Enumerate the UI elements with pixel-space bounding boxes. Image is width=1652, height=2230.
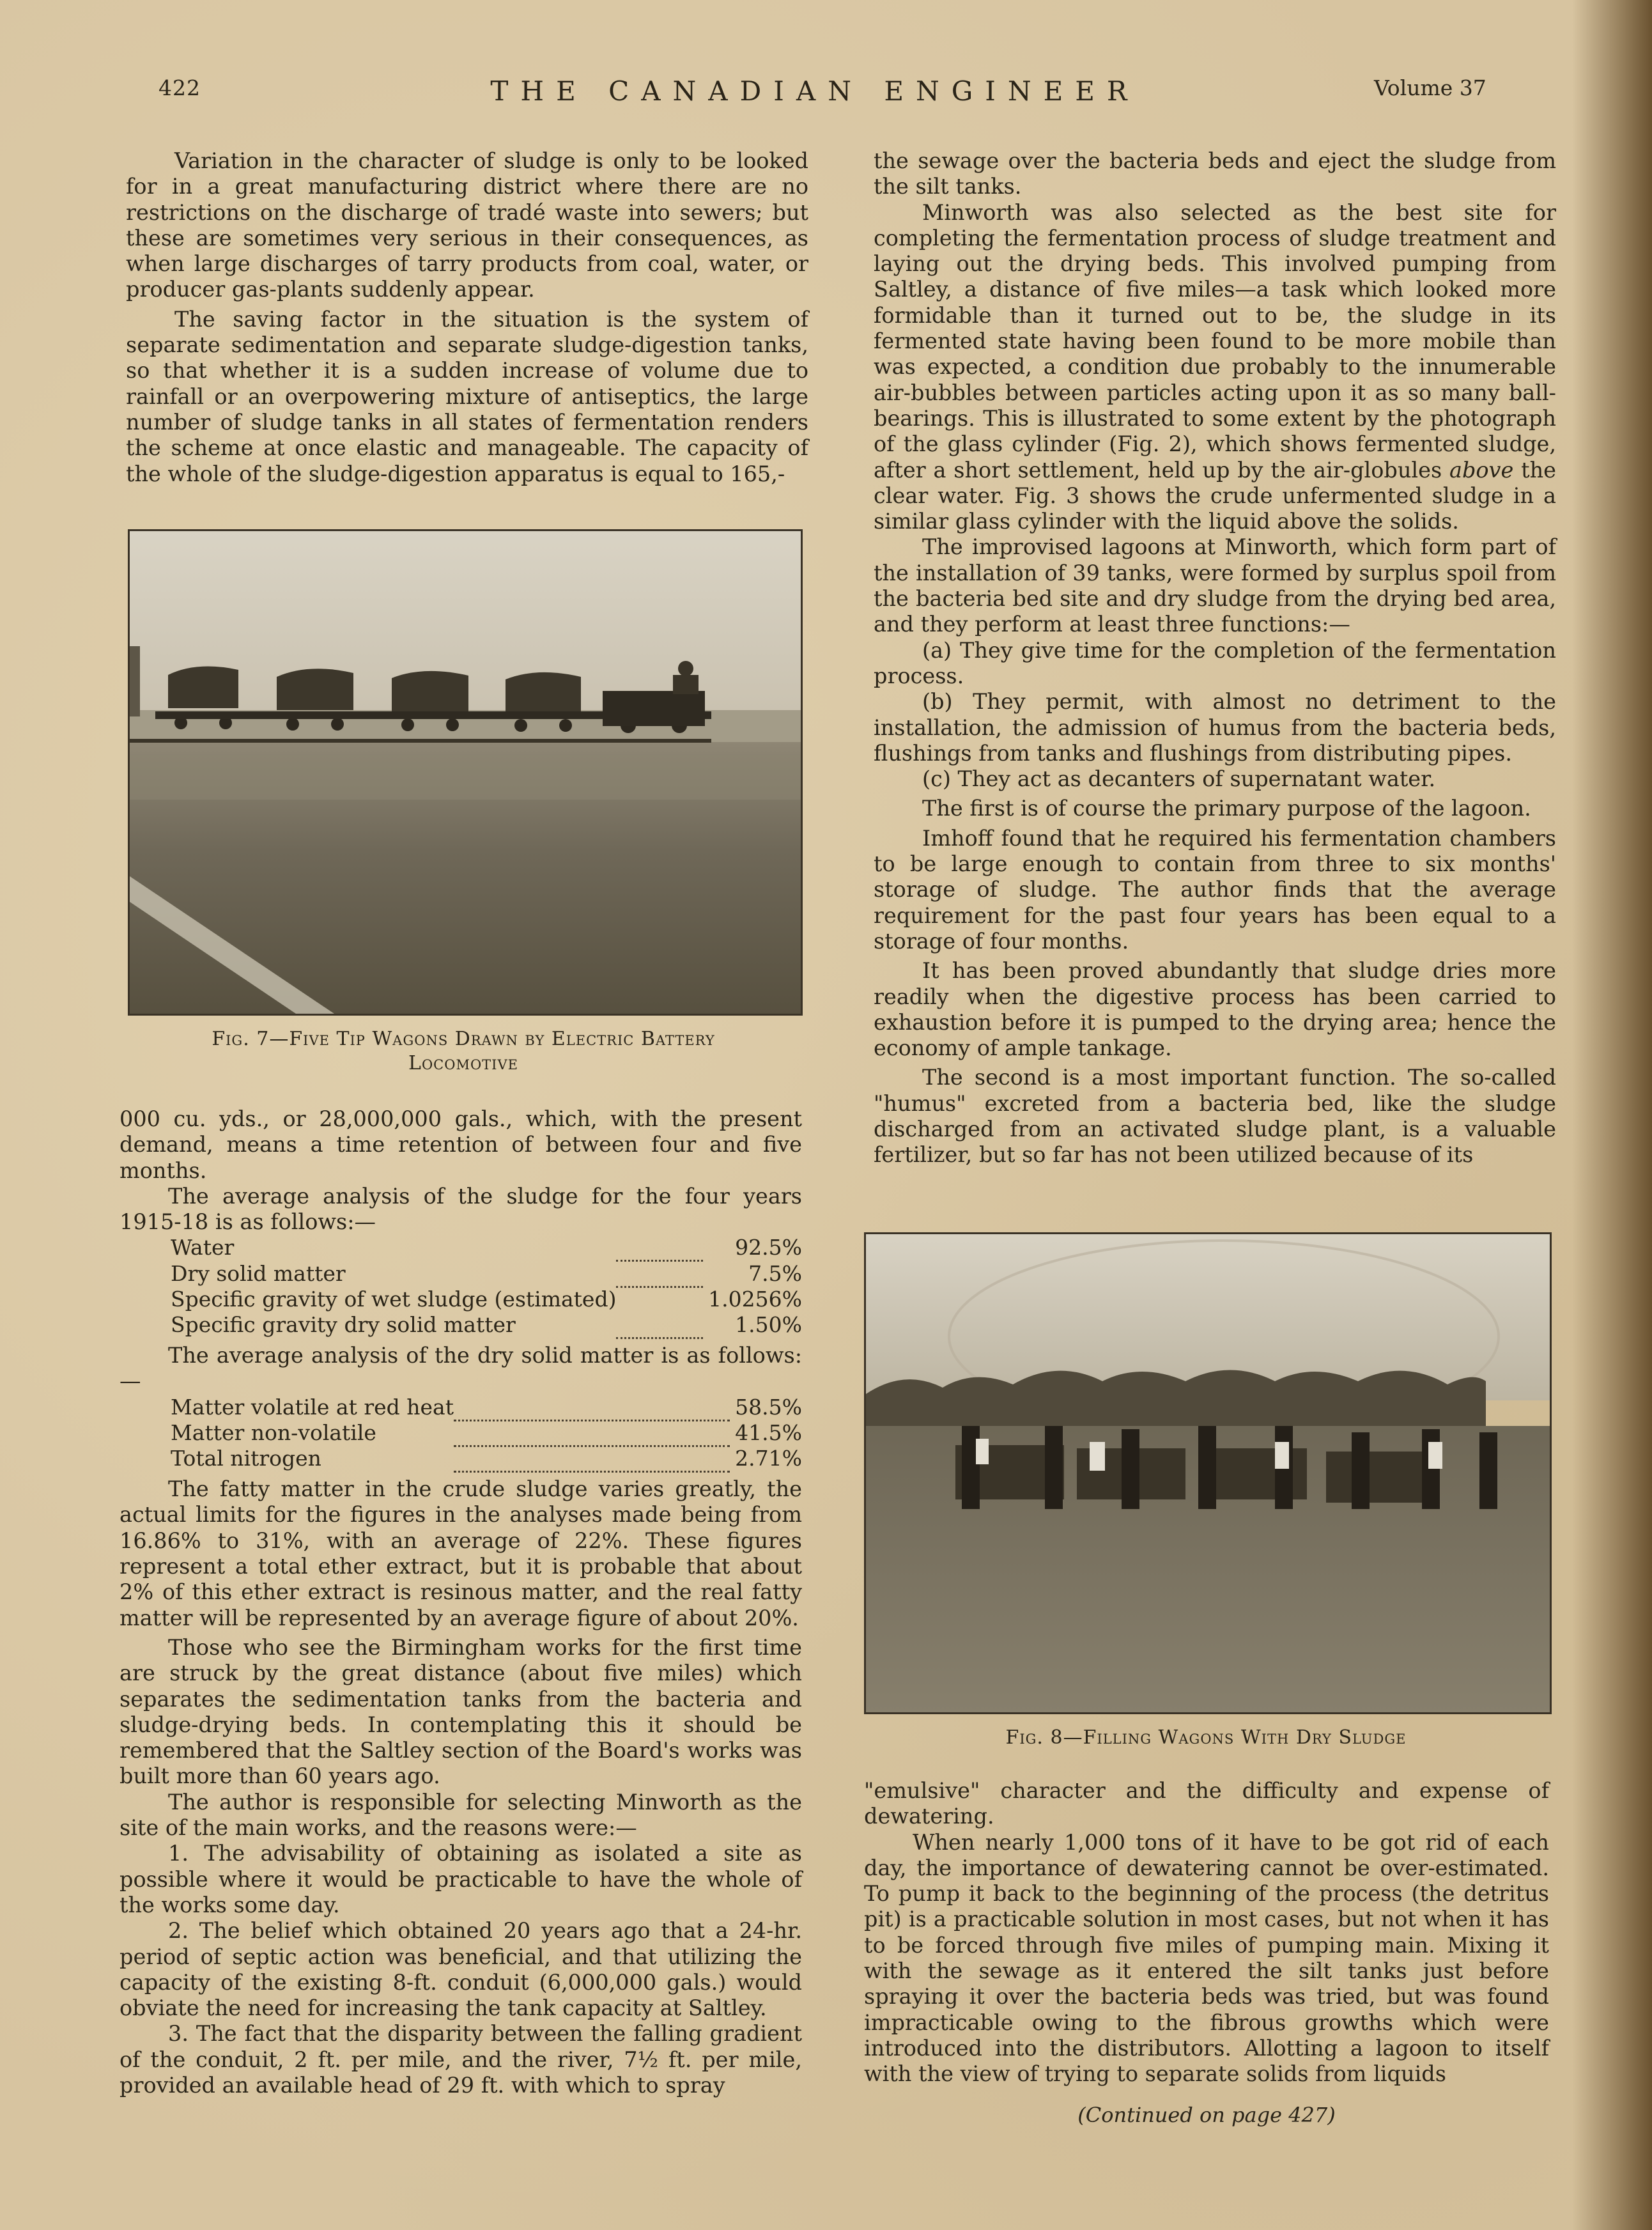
page-header [0,75,1652,114]
paragraph: 3. The fact that the disparity between the falling gradient of the conduit, 2 ft. per mile, and the river, 7½ ft. per mile, provided an available head of 29 ft. with which to spray [120,2021,802,2098]
paragraph: The saving factor in the situation is the system of separate sedimentation and separate sludge-digestion tanks, so that whether it is a sudden increase of volume due to rainfall or an overpowering mixture of antiseptics, the large number of sludge tanks in all states of fermentation renders the scheme at once elastic and manageable. The capacity of the whole of the sludge-digestion apparatus is equal to 165,- [126,306,808,486]
paragraph: 000 cu. yds., or 28,000,000 gals., which, with the present demand, means a time retention of between four and five months. [120,1106,802,1183]
analysis-label: Dry solid matter [171,1260,346,1286]
table-row [120,1446,802,1471]
figure-7-photo [128,529,803,1016]
book-spine-shadow [1572,0,1652,2230]
paragraph: The second is a most important function. The so-called "humus" excreted from a bacteria bed, like the sludge discharged from an activated sludge plant, is a valuable fertilizer, but so far has not been utilized because of its [874,1065,1556,1168]
italic-word: above [1449,457,1514,483]
paragraph: Those who see the Birmingham works for the first time are struck by the great distance (about five miles) which separates the sedimentation tanks from the bacteria and sludge-drying beds. In contemplating this it should be remembered that the Saltley section of the Board's works was built more than 60 years ago. [120,1634,802,1789]
analysis-value: 1.0256 [708,1287,782,1312]
analysis-unit: % [782,1260,802,1286]
right-column-bottom [864,1778,1549,2087]
page-number: 422 [158,75,201,100]
paragraph: 2. The belief which obtained 20 years ago that a 24-hr. period of septic action was beneficial, and that utilizing the capacity of the existing 8-ft. conduit (6,000,000 gals.) would obviate the need for increasing the tank capacity at Saltley. [120,1918,802,2021]
continued-note: (Continued on page 427) [1077,2103,1336,2127]
table-row [120,1261,802,1287]
analysis-unit: % [782,1446,802,1471]
table-row [120,1395,802,1420]
leader-dots [616,1287,703,1312]
journal-title: THE CANADIAN ENGINEER [490,75,1139,107]
paragraph: It has been proved abundantly that sludge dries more readily when the digestive process has been carried to exhaustion before it is pumped to the drying area; hence the economy of ample tankage. [874,958,1556,1061]
table-row [120,1235,802,1260]
paragraph: The average analysis of the dry solid matter is as follows:— [120,1343,802,1394]
analysis-value: 92.5 [735,1235,782,1260]
text-run: the clear water. Fig. 3 shows the crude unfermented sludge in a similar glass cylinder with the liquid above the solids. [874,457,1556,534]
analysis-unit: % [782,1312,802,1338]
filling-wagons-photo-image [866,1234,1550,1712]
analysis-unit: % [782,1394,802,1420]
paragraph: The average analysis of the sludge for the four years 1915-18 is as follows:— [120,1183,802,1235]
paragraph: Variation in the character of sludge is only to be looked for in a great manufacturing district where there are no restrictions on the discharge of tradé waste into sewers; but these are sometimes very serious in their consequences, as when large discharges of tarry products from coal, water, or producer gas-plants suddenly appear. [126,148,808,302]
analysis-value: 2.71 [735,1446,782,1471]
figure-8-photo [864,1232,1552,1714]
figure-7-caption-line: Fig. 7—Five Tip Wagons Drawn by Electric Battery [212,1028,715,1050]
paragraph [874,200,1556,535]
analysis-label: Water [171,1235,235,1260]
leader-dots [454,1420,730,1446]
list-item: (c) They act as decanters of supernatant water. [922,766,1436,792]
paragraph: The author is responsible for selecting Minworth as the site of the main works, and the reasons were:— [120,1789,802,1841]
leader-dots [616,1235,703,1260]
dry-matter-analysis-table [120,1395,802,1473]
analysis-value: 1.50 [735,1312,782,1338]
paragraph: the sewage over the bacteria beds and eject the sludge from the silt tanks. [874,148,1556,199]
left-column-top [126,148,808,487]
tip-wagons-photo-image [130,531,801,1014]
leader-dots [616,1261,703,1287]
analysis-unit: % [782,1287,802,1312]
analysis-unit: % [782,1235,802,1260]
paragraph: "emulsive" character and the difficulty and expense of dewatering. [864,1778,1549,1829]
analysis-value: 58.5 [735,1394,782,1420]
leader-dots [454,1446,730,1471]
figure-8-caption: Fig. 8—Filling Wagons With Dry Sludge [1005,1726,1407,1749]
figure-7-caption-line: Locomotive [408,1052,518,1074]
paragraph: When nearly 1,000 tons of it have to be got rid of each day, the importance of dewatering cannot be over-estimated. To pump it back to the beginning of the process (the detritus pit) is a practicable solution in most cases, but not when it has to be forced through five miles of pumping main. Mixing it with the sewage as it entered the silt tanks just before spraying it over the bacteria beds was tried, but was found impracticable owing to the fibrous growths which were introduced into the distributors. Allotting a lagoon to itself with the view of trying to separate solids from liquids [864,1829,1549,2087]
paragraph: 1. The advisability of obtaining as isolated a site as possible where it would be practicable to have the whole of the works some day. [120,1841,802,1917]
left-column-bottom [120,1106,802,2098]
table-row [120,1312,802,1338]
analysis-label: Specific gravity of wet sludge (estimated) [171,1287,617,1312]
paragraph: Imhoff found that he required his fermentation chambers to be large enough to contain from three to six months' storage of sludge. The author finds that the average requirement for the past four years has been equal to a storage of four months. [874,825,1556,954]
analysis-unit: % [782,1420,802,1446]
paragraph: The first is of course the primary purpose of the lagoon. [922,796,1531,821]
table-row [120,1420,802,1446]
analysis-label: Matter non-volatile [171,1420,376,1446]
volume-label: Volume 37 [1374,75,1486,100]
figure-7-caption [128,1027,799,1076]
text-run: Minworth was also selected as the best site for completing the fermentation process of sludge treatment and laying out the drying beds. This involved pumping from Saltley, a distance of five miles—a task which looked more formidable than it turned out to be, the sludge in its fermented state having been found to be more mobile than was expected, a condition due probably to the innumerable air-bubbles between particles acting upon it as so many ball-bearings. This is illustrated to some extent by the photograph of the glass cylinder (Fig. 2), which shows fermented sludge, after a short settlement, held up by the air-globules [874,199,1556,483]
paragraph: The improvised lagoons at Minworth, which form part of the installation of 39 tanks, were formed by surplus spoil from the bacteria bed site and dry sludge from the drying bed area, and they perform at least three functions:— [874,534,1556,637]
list-item: (a) They give time for the completion of the fermentation process. [874,637,1556,688]
list-item: (b) They permit, with almost no detriment to the installation, the admission of humus from the bacteria beds, flushings from tanks and flushings from distributing pipes. [874,689,1556,766]
right-column-top [874,148,1556,1168]
analysis-label: Matter volatile at red heat [171,1394,454,1420]
analysis-label: Specific gravity dry solid matter [171,1312,516,1338]
paragraph: The fatty matter in the crude sludge varies greatly, the actual limits for the figures in the analyses made being from 16.86% to 31%, with an average of 22%. These figures represent a total ether extract, but it is probable that about 2% of this ether extract is resinous matter, and the real fatty matter will be represented by an average figure of about 20%. [120,1476,802,1630]
leader-dots [616,1312,703,1338]
table-row [120,1287,802,1312]
leader-dots [454,1395,730,1420]
sludge-analysis-table [120,1235,802,1339]
analysis-label: Total nitrogen [171,1446,321,1471]
analysis-value: 7.5 [748,1260,782,1286]
analysis-value: 41.5 [735,1420,782,1446]
